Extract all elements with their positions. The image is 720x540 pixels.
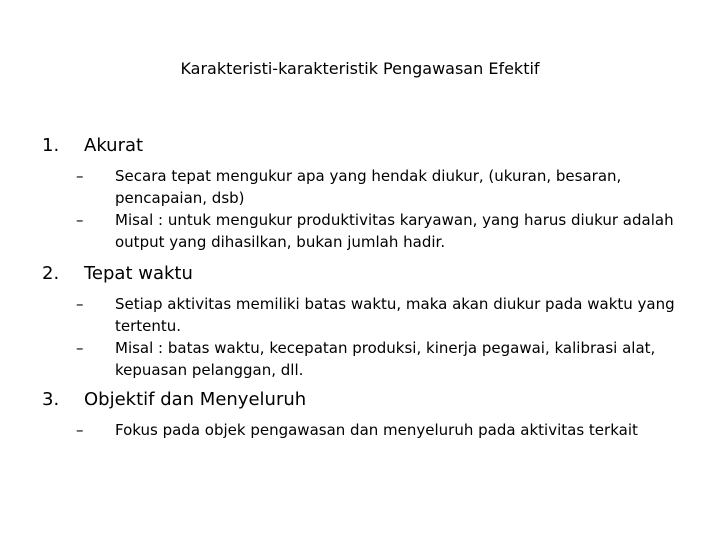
item-header xyxy=(0,261,720,287)
sub-bullet-list xyxy=(0,293,720,381)
item-number: 3. xyxy=(42,389,60,410)
item-heading: Tepat waktu xyxy=(84,263,193,284)
dash-bullet: – xyxy=(76,167,84,185)
list-item-akurat xyxy=(0,133,720,253)
dash-bullet: – xyxy=(76,339,84,357)
sub-bullet xyxy=(0,337,720,381)
page-title: Karakteristi-karakteristik Pengawasan Efektif xyxy=(180,59,540,78)
bullet-text: Misal : untuk mengukur produktivitas karyawan, yang harus diukur adalah output yang dihasilkan, bukan jumlah hadir. xyxy=(115,211,674,251)
dash-bullet: – xyxy=(76,211,84,229)
characteristics-list xyxy=(0,133,720,451)
sub-bullet xyxy=(0,165,720,209)
list-item-objektif xyxy=(0,387,720,441)
item-heading: Objektif dan Menyeluruh xyxy=(84,389,307,410)
item-number: 2. xyxy=(42,263,60,284)
dash-bullet: – xyxy=(76,295,84,313)
bullet-text: Fokus pada objek pengawasan dan menyeluruh pada aktivitas terkait xyxy=(115,421,638,439)
dash-bullet: – xyxy=(76,421,84,439)
list-item-tepat-waktu xyxy=(0,261,720,381)
item-header xyxy=(0,387,720,413)
sub-bullet xyxy=(0,419,720,441)
sub-bullet-list xyxy=(0,419,720,441)
sub-bullet-list xyxy=(0,165,720,253)
bullet-text: Misal : batas waktu, kecepatan produksi, kinerja pegawai, kalibrasi alat, kepuasan pelanggan, dll. xyxy=(115,339,656,379)
bullet-text: Secara tepat mengukur apa yang hendak diukur, (ukuran, besaran, pencapaian, dsb) xyxy=(115,167,622,207)
item-number: 1. xyxy=(42,135,60,156)
item-header xyxy=(0,133,720,159)
sub-bullet xyxy=(0,209,720,253)
item-heading: Akurat xyxy=(84,135,144,156)
bullet-text: Setiap aktivitas memiliki batas waktu, maka akan diukur pada waktu yang tertentu. xyxy=(115,295,675,335)
sub-bullet xyxy=(0,293,720,337)
